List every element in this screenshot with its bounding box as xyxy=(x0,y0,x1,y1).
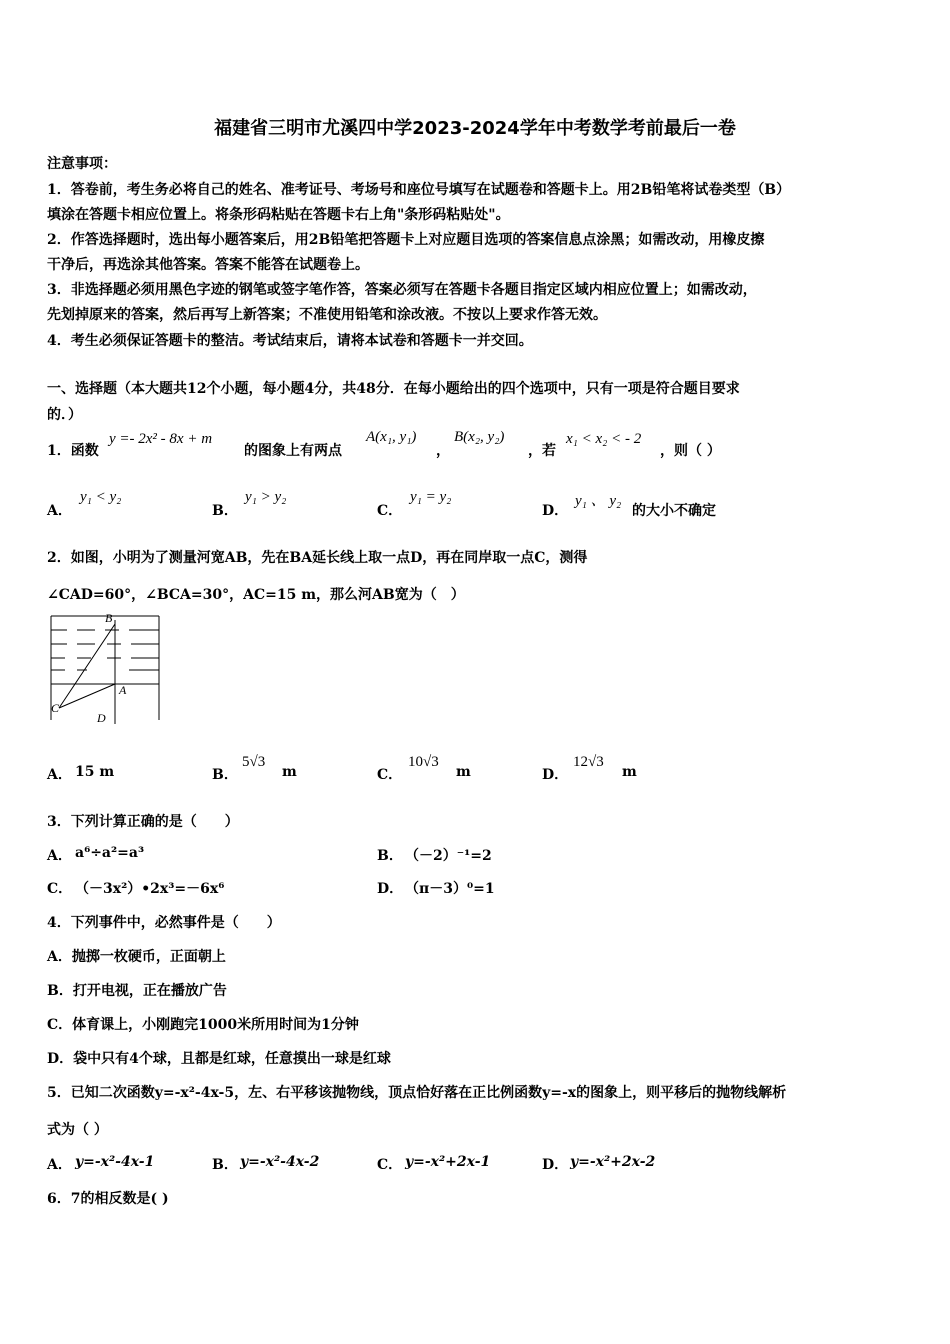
q4-option-c: C．体育课上，小刚跑完1000米所用时间为1分钟 xyxy=(47,1017,359,1033)
q3-option-c-label: C． xyxy=(47,881,73,897)
q3-option-b-label: B． xyxy=(377,848,403,864)
q1-option-c-expr: y₁ = y₂ xyxy=(410,489,452,505)
notice-heading: 注意事项： xyxy=(47,156,117,172)
q5-stem-line-2: 式为（ ） xyxy=(47,1122,108,1138)
notice-line-2: 填涂在答题卡相应位置上。将条形码粘贴在答题卡右上角"条形码粘贴处"。 xyxy=(47,207,510,223)
notice-line-7: 4．考生必须保证答题卡的整洁。考试结束后，请将本试卷和答题卡一并交回。 xyxy=(47,333,533,349)
figure-label-d: D xyxy=(97,711,106,724)
q2-option-d-unit: m xyxy=(622,764,637,780)
q2-option-b-expr: 5√3 xyxy=(242,754,266,770)
q1-point-a: A(x₁, y₁) xyxy=(366,429,417,445)
notice-line-6: 先划掉原来的答案，然后再写上新答案；不准使用铅笔和涂改液。不按以上要求作答无效。 xyxy=(47,307,607,323)
q1-option-b-label: B． xyxy=(212,503,238,519)
notice-line-4: 干净后，再选涂其他答案。答案不能答在试题卷上。 xyxy=(47,257,369,273)
q2-option-c-unit: m xyxy=(456,764,471,780)
q6-stem: 6．7的相反数是( ) xyxy=(47,1191,169,1207)
q1-if-text: ，若 xyxy=(528,443,556,459)
q2-stem-line-1: 2．如图，小明为了测量河宽AB，先在BA延长线上取一点D，再在同岸取一点C，测得 xyxy=(47,550,588,566)
q1-option-a-label: A． xyxy=(47,503,72,519)
q1-condition: x₁ < x₂ < - 2 xyxy=(566,431,642,447)
q5-option-b-expr: y=-x²-4x-2 xyxy=(240,1154,320,1170)
q3-option-d-label: D． xyxy=(377,881,404,897)
q1-option-d-expr: y₁ 、 y₂ xyxy=(575,493,622,509)
q5-option-b-label: B． xyxy=(212,1157,238,1173)
q5-option-a-expr: y=-x²-4x-1 xyxy=(75,1154,155,1170)
q2-option-b-unit: m xyxy=(282,764,297,780)
q2-option-d-label: D． xyxy=(542,767,569,783)
q5-option-d-label: D． xyxy=(542,1157,569,1173)
figure-label-a: A xyxy=(119,683,127,697)
q5-option-a-label: A． xyxy=(47,1157,72,1173)
q2-option-a-expr: 15 m xyxy=(75,764,115,780)
notice-line-1: 1．答卷前，考生务必将自己的姓名、准考证号、考场号和座位号填写在试题卷和答题卡上。用2B铅笔将试卷类型（B） xyxy=(47,182,791,198)
q5-option-c-label: C． xyxy=(377,1157,403,1173)
q4-option-b: B．打开电视，正在播放广告 xyxy=(47,983,227,999)
q1-option-d-label: D． xyxy=(542,503,569,519)
q1-option-d-tail: 的大小不确定 xyxy=(632,503,716,519)
q4-option-d: D．袋中只有4个球，且都是红球，任意摸出一球是红球 xyxy=(47,1051,391,1067)
q1-end-text: ，则（ ） xyxy=(660,443,721,459)
q1-prefix: 1．函数 xyxy=(47,443,99,459)
notice-line-3: 2．作答选择题时，选出每小题答案后，用2B铅笔把答题卡上对应题目选项的答案信息点涂黑；如需改动，用橡皮擦 xyxy=(47,232,765,248)
q3-option-b-expr: （－2）⁻¹=2 xyxy=(405,848,492,864)
q1-option-c-label: C． xyxy=(377,503,403,519)
q1-point-b: B(x₂, y₂) xyxy=(454,429,505,445)
river-width-figure xyxy=(47,612,162,724)
q1-mid-text: 的图象上有两点 xyxy=(244,443,342,459)
q1-option-a-expr: y₁ < y₂ xyxy=(80,489,122,505)
q5-option-c-expr: y=-x²+2x-1 xyxy=(405,1154,491,1170)
q5-stem-line-1: 5．已知二次函数y=-x²-4x-5，左、右平移该抛物线，顶点恰好落在正比例函数y=-x的图象上，则平移后的抛物线解析 xyxy=(47,1085,787,1101)
q2-option-c-expr: 10√3 xyxy=(408,754,439,770)
q4-stem: 4．下列事件中，必然事件是（ ） xyxy=(47,915,281,931)
q1-comma: ， xyxy=(436,443,450,459)
q3-option-c-expr: （－3x²）•2x³=－6x⁶ xyxy=(75,881,225,897)
figure-label-b: B xyxy=(105,612,113,625)
q5-option-d-expr: y=-x²+2x-2 xyxy=(570,1154,656,1170)
q1-option-b-expr: y₁ > y₂ xyxy=(245,489,287,505)
q2-option-d-expr: 12√3 xyxy=(573,754,604,770)
q2-option-a-label: A． xyxy=(47,767,72,783)
figure-label-c: C xyxy=(51,701,60,715)
q3-option-a-expr: a⁶÷a²=a³ xyxy=(75,845,145,861)
notice-line-5: 3．非选择题必须用黑色字迹的钢笔或签字笔作答，答案必须写在答题卡各题目指定区域内相应位置上；如需改动， xyxy=(47,282,757,298)
q3-stem: 3．下列计算正确的是（ ） xyxy=(47,814,239,830)
section-heading-line-1: 一、选择题（本大题共12个小题，每小题4分，共48分．在每小题给出的四个选项中，只有一项是符合题目要求 xyxy=(47,381,740,397)
q2-option-b-label: B． xyxy=(212,767,238,783)
q4-option-a: A．抛掷一枚硬币，正面朝上 xyxy=(47,949,226,965)
q3-option-a-label: A． xyxy=(47,848,72,864)
q2-option-c-label: C． xyxy=(377,767,403,783)
q3-option-d-expr: （π－3）⁰=1 xyxy=(405,881,495,897)
page-title: 福建省三明市尤溪四中学2023-2024学年中考数学考前最后一卷 xyxy=(214,118,736,139)
q2-stem-line-2: ∠CAD=60°，∠BCA=30°，AC=15 m，那么河AB宽为（ ） xyxy=(47,587,465,603)
section-heading-line-2: 的．） xyxy=(47,407,82,423)
q1-function: y =- 2x² - 8x + m xyxy=(109,431,213,447)
